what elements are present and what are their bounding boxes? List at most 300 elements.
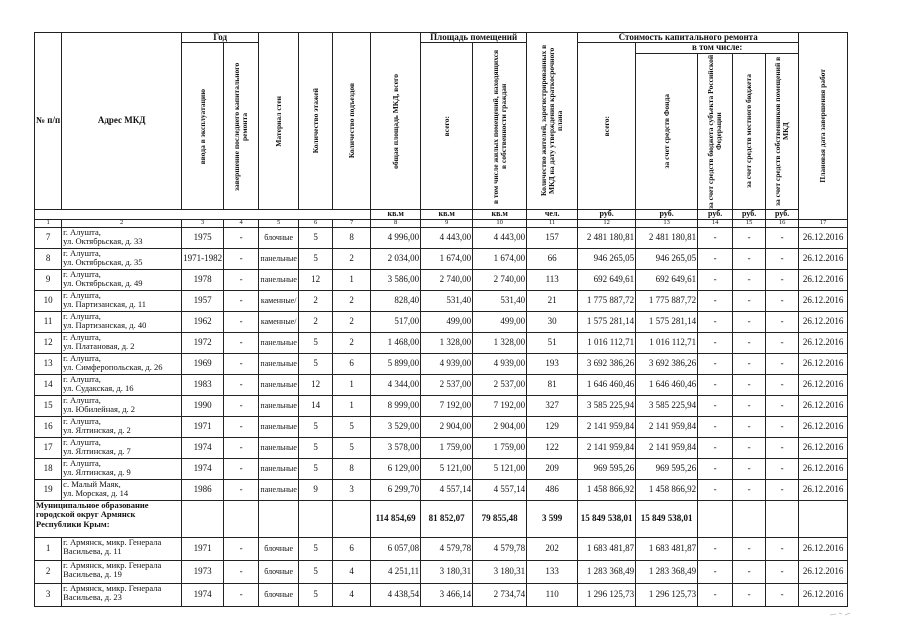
cost-subj-cell: - — [698, 227, 733, 248]
area-res-cell: 499,00 — [473, 311, 527, 332]
cost-owners-cell: - — [766, 437, 799, 458]
row-number: 17 — [35, 437, 62, 458]
entrances-cell: 1 — [333, 374, 371, 395]
header-date: Плановая дата завершения работ — [799, 33, 848, 220]
entrances-cell: 4 — [333, 583, 371, 606]
muni-area-res: 79 855,48 — [473, 500, 527, 537]
cost-fund-cell: 946 265,05 — [636, 248, 698, 269]
year-built-cell: 1975 — [182, 227, 224, 248]
area-res-cell: 1 674,00 — [473, 248, 527, 269]
year-repair-cell: - — [224, 311, 259, 332]
cost-local-cell: - — [733, 227, 766, 248]
cost-local-cell: - — [733, 311, 766, 332]
area-total-cell: 828,40 — [371, 290, 421, 311]
units-spacer — [35, 209, 371, 219]
address-line-city: г. Алушта, — [63, 437, 101, 447]
area-res-cell: 531,40 — [473, 290, 527, 311]
planned-date-cell: 26.12.2016 — [799, 416, 848, 437]
area-res-cell: 4 579,78 — [473, 537, 527, 560]
wall-material-cell: блочные — [259, 227, 299, 248]
entrances-cell: 8 — [333, 458, 371, 479]
cost-fund-cell: 1 458 866,92 — [636, 479, 698, 500]
wall-material-cell: панельные — [259, 374, 299, 395]
planned-date-cell: 26.12.2016 — [799, 437, 848, 458]
year-built-cell: 1990 — [182, 395, 224, 416]
unit-cell: кв.м — [421, 209, 473, 219]
column-numbers-row — [35, 219, 848, 227]
year-repair-cell: - — [224, 458, 259, 479]
cost-owners-cell: - — [766, 374, 799, 395]
entrances-cell: 2 — [333, 248, 371, 269]
wall-material-cell: каменные/ — [259, 311, 299, 332]
column-number-cell: 13 — [636, 219, 698, 227]
table-row — [35, 416, 848, 437]
year-repair-cell: - — [224, 374, 259, 395]
floors-cell: 5 — [299, 332, 333, 353]
column-number-cell: 1 — [35, 219, 62, 227]
cost-subj-cell: - — [698, 311, 733, 332]
area-all-cell: 2 740,00 — [421, 269, 473, 290]
wall-material-cell: панельные — [259, 248, 299, 269]
header-entrances: Количество подъездов — [333, 33, 371, 210]
cost-owners-cell: - — [766, 560, 799, 583]
header-area-all: всего: — [421, 43, 473, 209]
cost-local-cell: - — [733, 537, 766, 560]
residents-cell: 193 — [527, 353, 578, 374]
area-total-cell: 3 529,00 — [371, 416, 421, 437]
planned-date-cell: 26.12.2016 — [799, 560, 848, 583]
capital-repair-plan-table-page — [34, 32, 848, 607]
address-line-street: ул. Юбилейная, д. 2 — [63, 403, 136, 414]
area-all-cell: 5 121,00 — [421, 458, 473, 479]
area-res-cell: 4 557,14 — [473, 479, 527, 500]
entrances-cell: 6 — [333, 537, 371, 560]
row-number: 18 — [35, 458, 62, 479]
cost-fund-cell: 2 481 180,81 — [636, 227, 698, 248]
cost-owners-cell: - — [766, 395, 799, 416]
wall-material-cell: панельные — [259, 395, 299, 416]
muni-empty — [299, 500, 333, 537]
address-line-street: Васильева, д. 19 — [63, 568, 122, 579]
muni-empty — [333, 500, 371, 537]
wall-material-cell: панельные — [259, 269, 299, 290]
area-all-cell: 3 180,31 — [421, 560, 473, 583]
cost-owners-cell: - — [766, 537, 799, 560]
header-year-repair: завершение последнего капитального ремонта — [224, 43, 259, 209]
address-line-city: г. Алушта, — [63, 311, 101, 321]
address-cell — [62, 437, 182, 458]
area-all-cell: 1 674,00 — [421, 248, 473, 269]
year-repair-cell: - — [224, 537, 259, 560]
area-total-cell: 4 438,54 — [371, 583, 421, 606]
column-number-cell: 16 — [766, 219, 799, 227]
cost-owners-cell: - — [766, 583, 799, 606]
units-row — [35, 209, 848, 219]
year-built-cell: 1957 — [182, 290, 224, 311]
column-number-cell: 8 — [371, 219, 421, 227]
header-subj: за счет средств бюджета субъекта Российской Федерации — [698, 53, 733, 209]
area-all-cell: 2 904,00 — [421, 416, 473, 437]
column-number-cell: 9 — [421, 219, 473, 227]
column-number-cell: 3 — [182, 219, 224, 227]
cost-total-cell: 2 141 959,84 — [578, 437, 636, 458]
residents-cell: 129 — [527, 416, 578, 437]
unit-cell: руб. — [698, 209, 733, 219]
column-number-cell: 10 — [473, 219, 527, 227]
floors-cell: 2 — [299, 311, 333, 332]
year-built-cell: 1974 — [182, 458, 224, 479]
row-number: 7 — [35, 227, 62, 248]
header-owners: за счет средств собственников помещений в МКД — [766, 53, 799, 209]
cost-fund-cell: 3 692 386,26 — [636, 353, 698, 374]
unit-cell: руб. — [733, 209, 766, 219]
area-res-cell: 3 180,31 — [473, 560, 527, 583]
unit-cell: руб. — [578, 209, 636, 219]
year-repair-cell: - — [224, 416, 259, 437]
row-number: 10 — [35, 290, 62, 311]
wall-material-cell: блочные — [259, 583, 299, 606]
area-total-cell: 517,00 — [371, 311, 421, 332]
cost-total-cell: 3 585 225,94 — [578, 395, 636, 416]
address-line-city: г. Армянск, микр. Генерала — [63, 583, 162, 593]
area-all-cell: 4 557,14 — [421, 479, 473, 500]
area-all-cell: 499,00 — [421, 311, 473, 332]
year-built-cell: 1978 — [182, 269, 224, 290]
address-cell — [62, 290, 182, 311]
area-total-cell: 5 899,00 — [371, 353, 421, 374]
table-row — [35, 248, 848, 269]
cost-total-cell: 969 595,26 — [578, 458, 636, 479]
year-repair-cell: - — [224, 290, 259, 311]
cost-owners-cell: - — [766, 416, 799, 437]
address-cell — [62, 248, 182, 269]
column-number-cell: 14 — [698, 219, 733, 227]
table-row — [35, 269, 848, 290]
entrances-cell: 5 — [333, 416, 371, 437]
table-row — [35, 479, 848, 500]
header-year-group: Год — [182, 33, 259, 43]
address-cell — [62, 537, 182, 560]
year-repair-cell: - — [224, 332, 259, 353]
address-cell — [62, 269, 182, 290]
municipality-name: Муниципальное образование городской округ Армянск Республики Крым: — [35, 500, 182, 537]
area-all-cell: 7 192,00 — [421, 395, 473, 416]
area-all-cell: 531,40 — [421, 290, 473, 311]
cost-local-cell: - — [733, 353, 766, 374]
row-number: 13 — [35, 353, 62, 374]
table-row — [35, 395, 848, 416]
cost-fund-cell: 969 595,26 — [636, 458, 698, 479]
area-total-cell: 8 999,00 — [371, 395, 421, 416]
entrances-cell: 2 — [333, 290, 371, 311]
unit-cell: руб. — [766, 209, 799, 219]
cost-fund-cell: 1 683 481,87 — [636, 537, 698, 560]
header-cost-group: Стоимость капитального ремонта — [578, 33, 799, 43]
cost-local-cell: - — [733, 416, 766, 437]
cost-total-cell: 1 458 866,92 — [578, 479, 636, 500]
area-res-cell: 2 734,74 — [473, 583, 527, 606]
planned-date-cell: 26.12.2016 — [799, 458, 848, 479]
floors-cell: 5 — [299, 458, 333, 479]
unit-cell: руб. — [636, 209, 698, 219]
muni-empty — [766, 500, 799, 537]
cost-subj-cell: - — [698, 269, 733, 290]
cost-owners-cell: - — [766, 458, 799, 479]
year-built-cell: 1971 — [182, 416, 224, 437]
muni-empty — [698, 500, 733, 537]
address-line-street: ул. Партизанская, д. 11 — [63, 298, 146, 309]
cost-local-cell: - — [733, 395, 766, 416]
row-number: 3 — [35, 583, 62, 606]
planned-date-cell: 26.12.2016 — [799, 374, 848, 395]
floors-cell: 14 — [299, 395, 333, 416]
table-body-alushta — [35, 227, 848, 500]
floors-cell: 5 — [299, 416, 333, 437]
cost-local-cell: - — [733, 583, 766, 606]
cost-subj-cell: - — [698, 479, 733, 500]
address-line-city: с. Малый Маяк, — [63, 479, 121, 489]
table-row — [35, 458, 848, 479]
address-line-street: Васильева, д. 11 — [63, 545, 122, 556]
floors-cell: 5 — [299, 437, 333, 458]
cost-subj-cell: - — [698, 437, 733, 458]
planned-date-cell: 26.12.2016 — [799, 248, 848, 269]
entrances-cell: 4 — [333, 560, 371, 583]
cost-fund-cell: 1 575 281,14 — [636, 311, 698, 332]
area-all-cell: 4 939,00 — [421, 353, 473, 374]
cost-total-cell: 946 265,05 — [578, 248, 636, 269]
capital-repair-table — [34, 32, 848, 607]
cost-fund-cell: 3 585 225,94 — [636, 395, 698, 416]
address-line-street: ул. Судакская, д. 16 — [63, 382, 134, 393]
residents-cell: 30 — [527, 311, 578, 332]
address-line-city: г. Алушта, — [63, 332, 101, 342]
entrances-cell: 2 — [333, 332, 371, 353]
cost-fund-cell: 692 649,61 — [636, 269, 698, 290]
row-number: 14 — [35, 374, 62, 395]
table-row — [35, 311, 848, 332]
area-total-cell: 4 251,11 — [371, 560, 421, 583]
column-number-cell: 5 — [259, 219, 299, 227]
muni-cost-total: 15 849 538,01 — [578, 500, 636, 537]
entrances-cell: 1 — [333, 395, 371, 416]
cost-local-cell: - — [733, 458, 766, 479]
row-number: 2 — [35, 560, 62, 583]
address-line-city: г. Алушта, — [63, 248, 101, 258]
cost-local-cell: - — [733, 332, 766, 353]
wall-material-cell: панельные — [259, 479, 299, 500]
column-number-cell: 2 — [62, 219, 182, 227]
planned-date-cell: 26.12.2016 — [799, 479, 848, 500]
planned-date-cell: 26.12.2016 — [799, 227, 848, 248]
wall-material-cell: панельные — [259, 437, 299, 458]
area-total-cell: 6 129,00 — [371, 458, 421, 479]
area-all-cell: 3 466,14 — [421, 583, 473, 606]
cost-owners-cell: - — [766, 353, 799, 374]
floors-cell: 12 — [299, 269, 333, 290]
column-number-cell: 6 — [299, 219, 333, 227]
area-res-cell: 1 759,00 — [473, 437, 527, 458]
entrances-cell: 2 — [333, 311, 371, 332]
area-res-cell: 4 443,00 — [473, 227, 527, 248]
wall-material-cell: панельные — [259, 458, 299, 479]
floors-cell: 5 — [299, 353, 333, 374]
table-row — [35, 353, 848, 374]
header-fund: за счет средств Фонда — [636, 53, 698, 209]
header-wall: Материал стен — [259, 33, 299, 210]
year-repair-cell: - — [224, 395, 259, 416]
cost-subj-cell: - — [698, 290, 733, 311]
floors-cell: 5 — [299, 583, 333, 606]
year-built-cell: 1971 — [182, 537, 224, 560]
residents-cell: 66 — [527, 248, 578, 269]
table-row — [35, 537, 848, 560]
table-row — [35, 374, 848, 395]
address-line-street: ул. Октябрьская, д. 35 — [63, 256, 143, 267]
cost-total-cell: 1 683 481,87 — [578, 537, 636, 560]
year-repair-cell: - — [224, 227, 259, 248]
residents-cell: 81 — [527, 374, 578, 395]
entrances-cell: 5 — [333, 437, 371, 458]
address-line-city: г. Алушта, — [63, 269, 101, 279]
area-total-cell: 4 344,00 — [371, 374, 421, 395]
header-area-total: общая площадь МКД, всего — [371, 33, 421, 210]
residents-cell: 209 — [527, 458, 578, 479]
cost-local-cell: - — [733, 269, 766, 290]
area-all-cell: 4 579,78 — [421, 537, 473, 560]
muni-empty — [733, 500, 766, 537]
planned-date-cell: 26.12.2016 — [799, 537, 848, 560]
wall-material-cell: панельные — [259, 353, 299, 374]
header-num: № п/п — [35, 33, 62, 210]
row-number: 9 — [35, 269, 62, 290]
cost-fund-cell: 2 141 959,84 — [636, 416, 698, 437]
address-line-street: ул. Партизанская, д. 40 — [63, 319, 147, 330]
address-line-street: ул. Октябрьская, д. 49 — [63, 277, 143, 288]
year-repair-cell: - — [224, 353, 259, 374]
area-res-cell: 7 192,00 — [473, 395, 527, 416]
year-repair-cell: - — [224, 248, 259, 269]
address-line-city: г. Алушта, — [63, 227, 101, 237]
planned-date-cell: 26.12.2016 — [799, 583, 848, 606]
cost-fund-cell: 1 646 460,46 — [636, 374, 698, 395]
cost-subj-cell: - — [698, 353, 733, 374]
address-cell — [62, 332, 182, 353]
header-cost-total: всего: — [578, 43, 636, 209]
header-floors: Количество этажей — [299, 33, 333, 210]
cost-subj-cell: - — [698, 395, 733, 416]
area-res-cell: 2 904,00 — [473, 416, 527, 437]
floors-cell: 5 — [299, 537, 333, 560]
year-built-cell: 1972 — [182, 332, 224, 353]
table-row — [35, 437, 848, 458]
residents-cell: 486 — [527, 479, 578, 500]
table-row — [35, 560, 848, 583]
table-row — [35, 227, 848, 248]
area-total-cell: 1 468,00 — [371, 332, 421, 353]
area-total-cell: 6 057,08 — [371, 537, 421, 560]
cost-total-cell: 692 649,61 — [578, 269, 636, 290]
residents-cell: 133 — [527, 560, 578, 583]
address-cell — [62, 583, 182, 606]
floors-cell: 2 — [299, 290, 333, 311]
address-cell — [62, 227, 182, 248]
planned-date-cell: 26.12.2016 — [799, 395, 848, 416]
muni-area-total: 114 854,69 — [371, 500, 421, 537]
cost-fund-cell: 1 296 125,73 — [636, 583, 698, 606]
cost-subj-cell: - — [698, 583, 733, 606]
cost-local-cell: - — [733, 374, 766, 395]
area-total-cell: 2 034,00 — [371, 248, 421, 269]
area-all-cell: 1 759,00 — [421, 437, 473, 458]
area-total-cell: 3 586,00 — [371, 269, 421, 290]
unit-cell: чел. — [527, 209, 578, 219]
address-line-street: ул. Платановая, д. 2 — [63, 340, 135, 351]
address-line-street: ул. Морская, д. 14 — [63, 487, 129, 498]
column-number-cell: 15 — [733, 219, 766, 227]
year-repair-cell: - — [224, 583, 259, 606]
year-built-cell: 1971-1982 — [182, 248, 224, 269]
area-all-cell: 4 443,00 — [421, 227, 473, 248]
area-res-cell: 4 939,00 — [473, 353, 527, 374]
cost-owners-cell: - — [766, 290, 799, 311]
muni-residents: 3 599 — [527, 500, 578, 537]
cost-total-cell: 1 016 112,71 — [578, 332, 636, 353]
wall-material-cell: панельные — [259, 332, 299, 353]
cost-owners-cell: - — [766, 332, 799, 353]
header-incl: в том числе: — [636, 43, 799, 53]
area-all-cell: 1 328,00 — [421, 332, 473, 353]
address-line-street: Васильева, д. 23 — [63, 591, 122, 602]
scan-speck-mark — [828, 610, 856, 618]
column-number-cell: 11 — [527, 219, 578, 227]
address-line-city: г. Алушта, — [63, 458, 101, 468]
cost-owners-cell: - — [766, 479, 799, 500]
unit-cell: кв.м — [473, 209, 527, 219]
cost-local-cell: - — [733, 437, 766, 458]
muni-empty — [182, 500, 224, 537]
address-line-city: г. Алушта, — [63, 353, 101, 363]
column-number-cell: 12 — [578, 219, 636, 227]
row-number: 16 — [35, 416, 62, 437]
row-number: 12 — [35, 332, 62, 353]
cost-fund-cell: 1 016 112,71 — [636, 332, 698, 353]
cost-total-cell: 2 481 180,81 — [578, 227, 636, 248]
entrances-cell: 1 — [333, 269, 371, 290]
municipality-row — [35, 500, 848, 537]
row-number: 15 — [35, 395, 62, 416]
entrances-cell: 3 — [333, 479, 371, 500]
wall-material-cell: панельные — [259, 416, 299, 437]
year-built-cell: 1974 — [182, 583, 224, 606]
year-repair-cell: - — [224, 437, 259, 458]
cost-owners-cell: - — [766, 311, 799, 332]
cost-fund-cell: 1 775 887,72 — [636, 290, 698, 311]
muni-empty — [799, 500, 848, 537]
year-built-cell: 1983 — [182, 374, 224, 395]
cost-total-cell: 1 575 281,14 — [578, 311, 636, 332]
unit-cell: кв.м — [371, 209, 421, 219]
header-area-group: Площадь помещений — [421, 33, 527, 43]
year-repair-cell: - — [224, 560, 259, 583]
residents-cell: 122 — [527, 437, 578, 458]
address-line-city: г. Алушта, — [63, 290, 101, 300]
cost-subj-cell: - — [698, 458, 733, 479]
column-number-cell: 17 — [799, 219, 848, 227]
address-line-street: ул. Ялтинская, д. 9 — [63, 466, 131, 477]
area-total-cell: 6 299,70 — [371, 479, 421, 500]
cost-fund-cell: 1 283 368,49 — [636, 560, 698, 583]
